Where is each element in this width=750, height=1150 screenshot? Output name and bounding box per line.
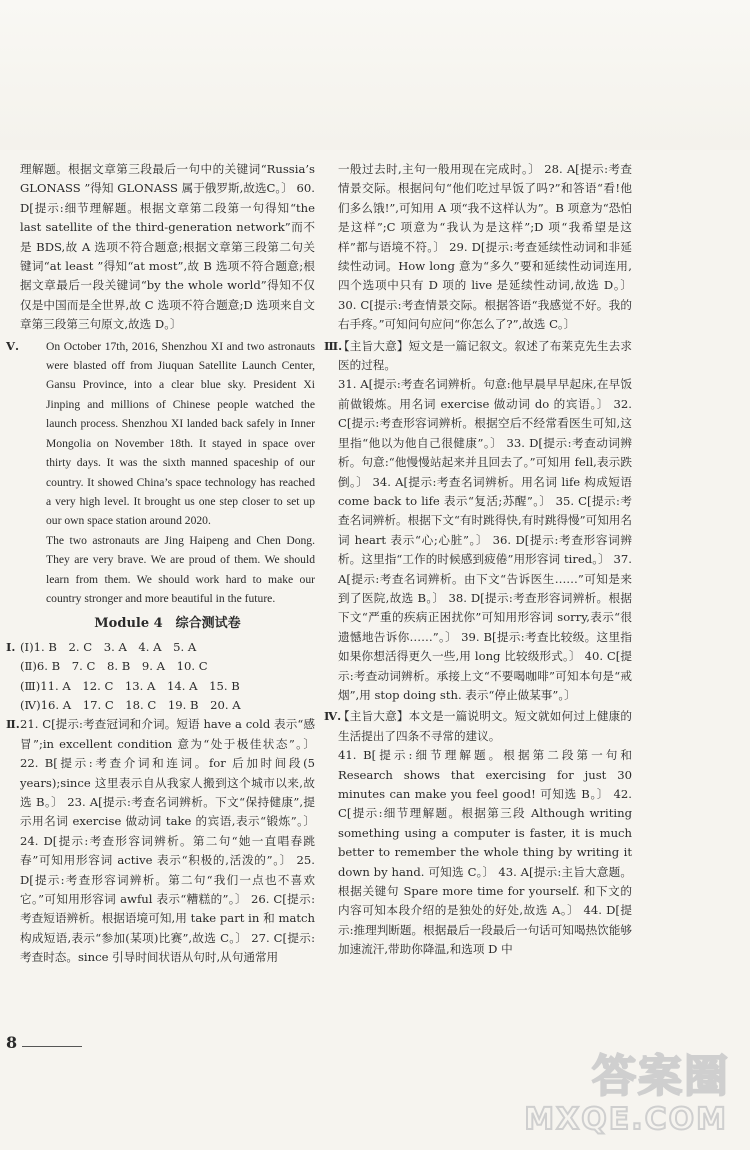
watermark-text-en: MXQE.COM — [524, 1102, 728, 1137]
page-number: 8 — [6, 1033, 18, 1052]
section-marker: Ⅴ. — [6, 338, 20, 353]
answer-row: (Ⅲ)11. A 12. C 13. A 14. A 15. B — [20, 678, 240, 693]
section-v — [6, 337, 315, 609]
answer-paragraph: 理解题。根据文章第三段最后一句中的关键词“Russia’s GLONASS ”得知 GLONASS 属于俄罗斯,故选C。〕 60. D[提示:细节理解题。根据文章第二段第一句得知“the last satellite of the third-generation network”而不是 BDS,故 A 选项不符合题意;根据文章第三段第二句关键词“at least ”得知“at most”,故 B 选项不符合题意;根据文章最后一段关键词“by the whole world”得知不仅仅是中国而是全世界,故 C 选项不符合题意;D 选项来自文章第三段第三句原文,故选 D。〕 — [20, 162, 315, 332]
section-iii — [324, 337, 632, 706]
section-marker: Ⅳ. — [324, 709, 342, 724]
answer-row: (Ⅳ)16. A 17. C 18. C 19. B 20. A — [20, 697, 241, 712]
answer-paragraph: 31. A[提示:考查名词辨析。句意:他早晨早早起床,在早饭前做锻炼。用名词 exercise 做动词 do 的宾语。〕 32. C[提示:考查形容词辨析。根据空后不经常看医生可知,这里指“他以为他自己很健康”。〕 33. D[提示:考查动词辨析。句意:“他慢慢站起来并且回去了。”可知用 fell,表示跌倒。〕 34. A[提示:考查名词辨析。用名词 life 构成短语 come back to life 表示“复活;苏醒”。〕 35. C[提示:考查名词辨析。根据下文“有时跳得快,有时跳得慢”可知用名词 heart 表示“心;心脏”。〕 36. D[提示:考查形容词辨析。这里指“工作的时候感到疲倦”用形容词 tired。〕 37. A[提示:考查名词辨析。由下文“告诉医生……”可知是来到了医院,故选 B。〕 38. D[提示:考查形容词辨析。根据下文“严重的疾病正困扰你”可知用形容词 sorry,表示“很遗憾地告诉你……”。〕 39. B[提示:考查比较级。这里指如果你想活得更久一些,用 long 比较级形式。〕 40. C[提示:考查动词辨析。承接上文“不要喝咖啡”可知本句是“戒烟”,用 stop doing sth. 表示“停止做某事”。〕 — [338, 377, 632, 702]
essay-paragraph: On October 17th, 2016, Shenzhou XI and two astronauts were blasted off from Jiuquan Satellite Launch Center, Gansu Province, into a clear blue sky. President Xi Jinping and millions of Chinese people watched the launch process. Shenzhou XI landed back safely in Inner Mongolia on November 18th. It stayed in space over thirty days. It was the sixth manned spaceship of our country. It showed China’s space technology has reached a very high level. It brought us one step closer to set up our own space station around 2020. — [46, 339, 315, 528]
answer-row: (Ⅰ)1. B 2. C 3. A 4. A 5. A — [20, 639, 197, 654]
section-marker: Ⅱ. — [6, 717, 20, 732]
blank-top-area — [0, 0, 750, 150]
answer-paragraph: 21. C[提示:考查冠词和介词。短语 have a cold 表示“感冒”;in excellent condition 意为“处于极佳状态”。〕 22. B[提示:考查介词和连词。for 后加时间段(5 years);since 这里表示自从我家人搬到这个城市以来,故选 B。〕 23. A[提示:考查名词辨析。下文“保持健康”,提示用名词 exercise 做动词 take 的宾语,表示“锻炼”。〕 24. D[提示:考查形容词辨析。第二句“她一直唱春跳春”可知用形容词 active 表示“积极的,活泼的”。〕 25. D[提示:考查形容词辨析。第二句“我们一点也不喜欢它。”可知用形容词 awful 表示“糟糕的”。〕 26. C[提示:考查短语辨析。根据语境可知,用 take part in 和 match 构成短语,表示“参加(某项)比赛”,故选 C。〕 27. C[提示:考查时态。since 引导时间状语从句时,从句通常用 — [20, 717, 315, 965]
module-heading: Module 4 综合测试卷 — [94, 616, 241, 632]
page-rule — [22, 1046, 82, 1047]
left-column — [6, 160, 315, 968]
essay-paragraph: The two astronauts are Jing Haipeng and Chen Dong. They are very brave. We are proud of them. We should learn from them. We should work hard to make our country stronger and more beautiful in the future. — [46, 533, 315, 605]
answer-row: (Ⅱ)6. B 7. C 8. B 9. A 10. C — [20, 659, 208, 674]
main-idea-note: 【主旨大意】短文是一篇记叙文。叙述了布莱克先生去求医的过程。 — [338, 338, 632, 373]
answer-paragraph: 一般过去时,主句一般用现在完成时。〕 28. A[提示:考查情景交际。根据问句“他们吃过早饭了吗?”和答语“看!他们多么饿!”,可知用 A 项“我不这样认为”。B 项意为“恐怕是这样”;C 项意为“我认为是这样”;D 项“我希望是这样”都与语境不符。〕 29. D[提示:考查延续性动词和非延续性动词。How long 意为“多久”要和延续性动词连用,四个选项中只有 D 项的 live 是延续性动词,故选 D。〕 30. C[提示:考查情景交际。根据答语“我感觉不好。我的右手疼。”可知问句应问“你怎么了?”,故选 C。〕 — [338, 162, 632, 332]
main-idea-note: 【主旨大意】本文是一篇说明文。短文就如何过上健康的生活提出了四条不寻常的建议。 — [338, 709, 632, 743]
watermark-text-cn: 答案圈 — [592, 1051, 730, 1102]
section-iv — [324, 707, 632, 959]
watermark-logo — [524, 1040, 738, 1140]
section-ii — [6, 715, 315, 967]
answer-paragraph: 41. B[提示:细节理解题。根据第二段第一句和 Research shows that exercising for just 30 minutes can make you feel good! 可知选 B。〕 42. C[提示:细节理解题。根据第三段 Although writing something using a computer is faster, it is much better to remember the whole thing by writing it down by hand. 可知选 C。〕 43. A[提示:主旨大意题。根据关键句 Spare more time for yourself. 和下文的内容可知本段介绍的是独处的好处,故选 A。〕 44. D[提示:推理判断题。根据最后一段最后一句话可知喝热饮能够加速流汗,带助你降温,和选项 D 中 — [338, 748, 632, 957]
right-column — [324, 160, 632, 960]
section-marker: Ⅲ. — [324, 338, 343, 353]
section-i — [6, 638, 315, 716]
section-marker: Ⅰ. — [6, 639, 16, 654]
